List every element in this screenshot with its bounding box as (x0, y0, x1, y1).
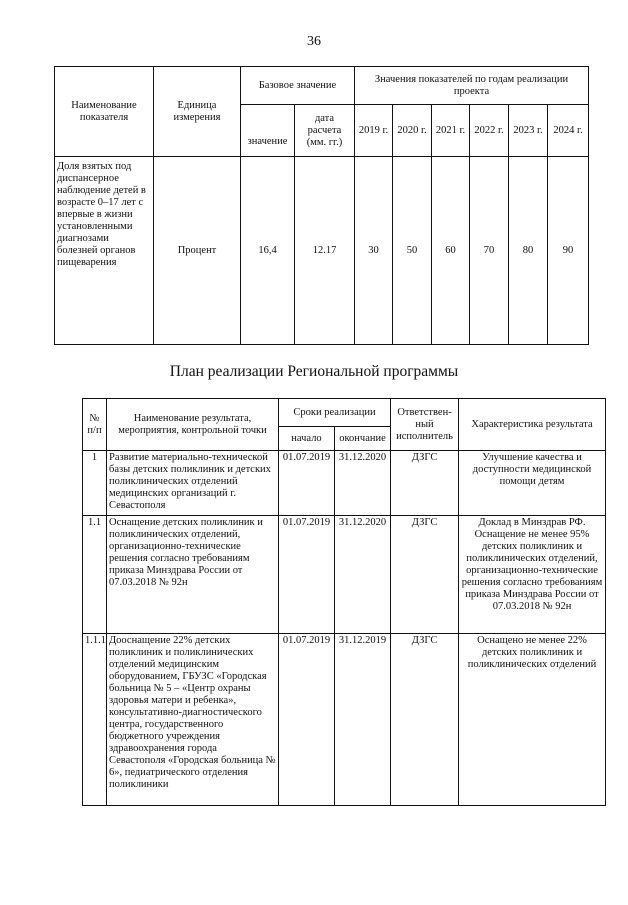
plan-table (82, 398, 606, 806)
plan-row-num: 1 (83, 451, 107, 516)
col-header-result: Характеристика результата (459, 399, 606, 451)
plan-row-responsible: ДЗГС (391, 451, 459, 516)
col-header-year: 2024 г. (548, 105, 589, 157)
table-row (83, 516, 606, 634)
plan-row-responsible: ДЗГС (391, 516, 459, 634)
indicator-year-value: 60 (432, 157, 470, 345)
col-header-terms: Сроки реализации (279, 399, 391, 427)
col-header-name: Наименование показателя (55, 67, 154, 157)
page-number: 36 (307, 34, 321, 49)
plan-row-name: Дооснащение 22% детских поликлиник и поликлинических отделений медицинским оборудованием, ГБУЗС «Городская больница № 5 – «Центр охраны здоровья матери и ребенка», консультативно-диагностического центра, государственного бюджетного учреждения здравоохранения города Севастополя «Городская больница № 6», педиатрического отделения поликлиники (107, 634, 279, 806)
plan-row-responsible: ДЗГС (391, 634, 459, 806)
col-header-year: 2020 г. (393, 105, 432, 157)
plan-row-start: 01.07.2019 (279, 634, 335, 806)
col-header-base-date: дата расчета (мм. гг.) (295, 105, 355, 157)
plan-row-end: 31.12.2020 (335, 516, 391, 634)
col-header-end: окончание (335, 427, 391, 451)
plan-row-start: 01.07.2019 (279, 516, 335, 634)
indicator-year-value: 90 (548, 157, 589, 345)
col-header-unit: Единица измерения (154, 67, 241, 157)
indicator-base-date: 12.17 (295, 157, 355, 345)
plan-row-name: Развитие материально-технической базы детских поликлиник и детских поликлинических отделений медицинских организаций г. Севастополя (107, 451, 279, 516)
col-header-year: 2019 г. (355, 105, 393, 157)
col-header-year: 2023 г. (509, 105, 548, 157)
plan-row-name: Оснащение детских поликлиник и поликлинических отделений, организационно-технические решения согласно требованиям приказа Минздрава России от 07.03.2018 № 92н (107, 516, 279, 634)
plan-row-result: Доклад в Минздрав РФ. Оснащение не менее 95% детских поликлиник и поликлинических отделений, организационно-технические решения согласно требованиям приказа Минздрава России от 07.03.2018 № 92н (459, 516, 606, 634)
table-row (83, 634, 606, 806)
plan-row-result: Улучшение качества и доступности медицинской помощи детям (459, 451, 606, 516)
indicator-year-value: 80 (509, 157, 548, 345)
col-header-name: Наименование результата, мероприятия, контрольной точки (107, 399, 279, 451)
plan-title: План реализации Региональной программы (169, 363, 459, 380)
indicator-year-value: 50 (393, 157, 432, 345)
plan-row-start: 01.07.2019 (279, 451, 335, 516)
plan-row-num: 1.1.1 (83, 634, 107, 806)
plan-row-num: 1.1 (83, 516, 107, 634)
table-row (55, 157, 589, 345)
col-header-num: № п/п (83, 399, 107, 451)
indicator-year-value: 70 (470, 157, 509, 345)
indicator-table (54, 66, 589, 345)
plan-row-end: 31.12.2020 (335, 451, 391, 516)
plan-row-end: 31.12.2019 (335, 634, 391, 806)
table-row (83, 451, 606, 516)
col-header-years-group: Значения показателей по годам реализации проекта (355, 67, 589, 105)
col-header-start: начало (279, 427, 335, 451)
indicator-unit: Процент (154, 157, 241, 345)
col-header-responsible: Ответствен-ный исполнитель (391, 399, 459, 451)
col-header-year: 2021 г. (432, 105, 470, 157)
indicator-name: Доля взятых под диспансерное наблюдение детей в возрасте 0–17 лет с впервые в жизни установленными диагнозами болезней органов пищеварения (55, 157, 154, 345)
indicator-base-value: 16,4 (241, 157, 295, 345)
col-header-base: Базовое значение (241, 67, 355, 105)
indicator-year-value: 30 (355, 157, 393, 345)
col-header-year: 2022 г. (470, 105, 509, 157)
plan-row-result: Оснащено не менее 22% детских поликлиник и поликлинических отделений (459, 634, 606, 806)
col-header-base-value: значение (241, 105, 295, 157)
